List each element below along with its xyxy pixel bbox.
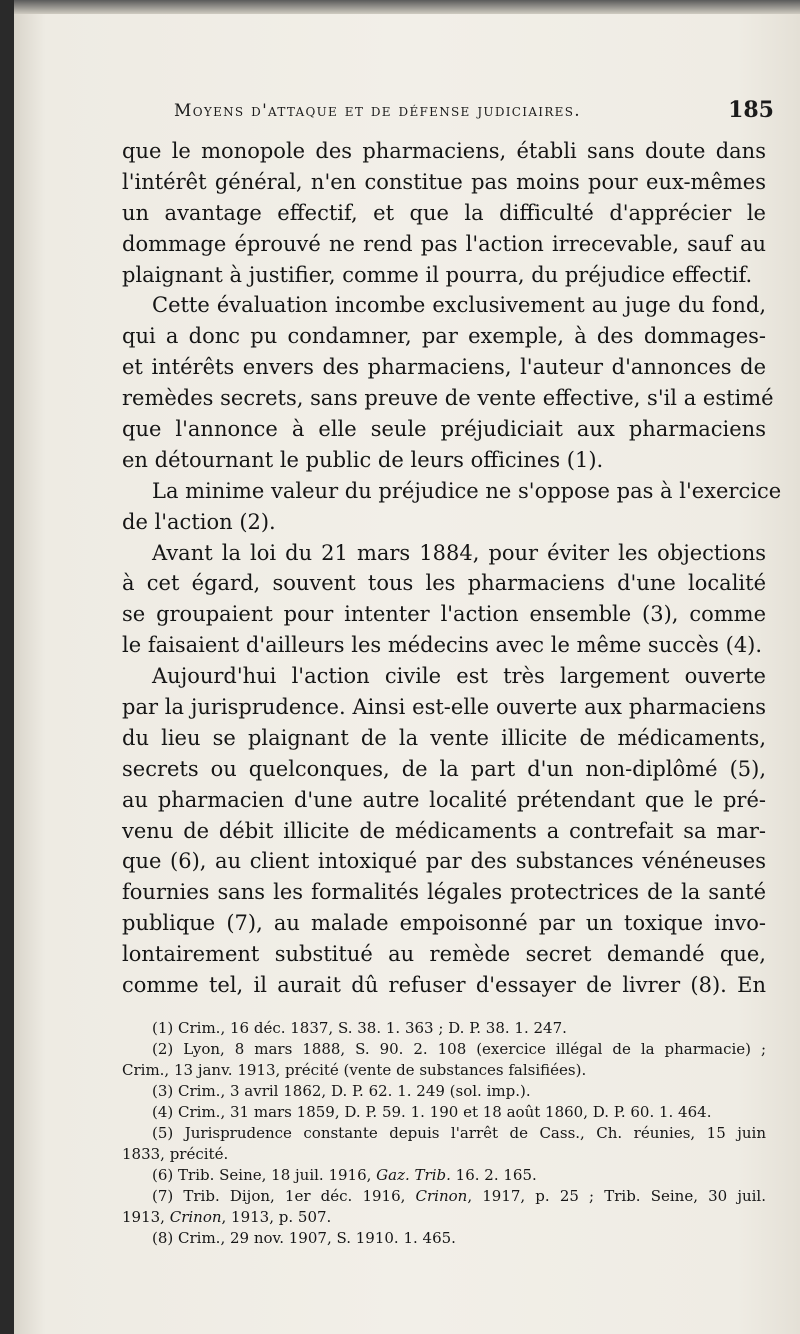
text-line: Aujourd'hui l'action civile est très largement ouverte [152,664,766,689]
footnote-text: 1913, [122,1208,170,1226]
footnote-text: (6) Trib. Seine, 18 juil. 1916, [152,1166,377,1184]
text-line: un avantage effectif, et que la difficulté d'apprécier le [122,200,766,225]
footnote-line [122,1207,766,1228]
footnote-text: (3) Crim., 3 avril 1862, D. P. 62. 1. 249 (sol. imp.). [152,1082,531,1100]
footnote-line [122,1060,766,1081]
text-line: à cet égard, souvent tous les pharmaciens d'une localité [122,571,766,596]
page-header [174,95,774,127]
footnote-text: (5) Jurisprudence constante depuis l'arrêt de Cass., Ch. réunies, 15 juin [152,1124,766,1142]
footnote-line [122,1102,766,1123]
text-line: comme tel, il aurait dû refuser d'essayer de livrer (8). En [122,973,766,998]
text-line: au pharmacien d'une autre localité prétendant que le pré- [122,787,766,812]
footnote-text: , 1913, p. 507. [221,1208,332,1226]
footnote-source-title: Crinon [415,1187,468,1205]
text-line: fournies sans les formalités légales protectrices de la santé [122,880,766,905]
text-line: qui a donc pu condamner, par exemple, à des dommages- [122,324,766,349]
text-line: le faisaient d'ailleurs les médecins avec le même succès (4). [122,633,763,658]
text-line: publique (7), au malade empoisonné par un toxique invo- [122,911,766,936]
text-line: dommage éprouvé ne rend pas l'action irrecevable, sauf au [122,231,766,256]
text-line: et intérêts envers des pharmaciens, l'auteur d'annonces de [122,355,766,380]
text-line: l'intérêt général, n'en constitue pas moins pour eux-mêmes [122,169,766,194]
text-line: plaignant à justifier, comme il pourra, du préjudice effectif. [122,262,753,287]
text-line: venu de débit illicite de médicaments a contrefait sa mar- [122,818,766,843]
footnote-line [122,1018,766,1039]
text-line: se groupaient pour intenter l'action ensemble (3), comme [122,602,766,627]
footnote-text: 16. 2. 165. [450,1166,537,1184]
text-line: que (6), au client intoxiqué par des substances vénéneuses [122,849,766,874]
text-line: de l'action (2). [122,509,276,534]
text-line: lontairement substitué au remède secret demandé que, [122,942,766,967]
footnote-text: (2) Lyon, 8 mars 1888, S. 90. 2. 108 (exercice illégal de la pharmacie) ; [152,1040,766,1058]
footnote-source-title: Crinon [169,1208,222,1226]
footnote-line [122,1144,766,1165]
page-number: 185 [728,97,774,123]
footnote-line [122,1165,766,1186]
text-line: Avant la loi du 21 mars 1884, pour éviter les objections [152,540,766,565]
text-line: que l'annonce à elle seule préjudiciait aux pharmaciens [122,417,766,442]
text-line: secrets ou quelconques, de la part d'un non-diplômé (5), [122,756,766,781]
footnotes [122,1018,766,1249]
footnote-source-title: Gaz. Trib. [376,1166,451,1184]
book-page [14,0,800,1334]
footnote-text: Crim., 13 janv. 1913, précité (vente de substances falsifiées). [122,1061,587,1079]
text-line: par la jurisprudence. Ainsi est-elle ouverte aux pharmaciens [122,695,766,720]
footnote-text: (4) Crim., 31 mars 1859, D. P. 59. 1. 190 et 18 août 1860, D. P. 60. 1. 464. [152,1103,712,1121]
footnote-text: , 1917, p. 25 ; Trib. Seine, 30 juil. [467,1187,766,1205]
text-line: remèdes secrets, sans preuve de vente effective, s'il a estimé [122,386,774,411]
body-text [122,136,782,1001]
footnote-line [122,1228,766,1249]
running-title: Moyens d'attaque et de défense judiciaires. [174,101,581,121]
text-line: La minime valeur du préjudice ne s'oppose pas à l'exercice [152,478,782,503]
footnote-line [122,1123,766,1144]
text-line: en détournant le public de leurs officines (1). [122,447,604,472]
footnote-line [122,1081,766,1102]
footnote-line [122,1039,766,1060]
footnote-text: (1) Crim., 16 déc. 1837, S. 38. 1. 363 ; D. P. 38. 1. 247. [152,1019,567,1037]
text-line: que le monopole des pharmaciens, établi sans doute dans [122,139,766,163]
text-line: Cette évaluation incombe exclusivement au juge du fond, [152,293,766,318]
footnote-text: (8) Crim., 29 nov. 1907, S. 1910. 1. 465. [152,1229,456,1247]
footnote-line [122,1186,766,1207]
text-line: du lieu se plaignant de la vente illicite de médicaments, [122,725,766,750]
footnote-text: (7) Trib. Dijon, 1er déc. 1916, [152,1187,416,1205]
footnote-text: 1833, précité. [122,1145,229,1163]
